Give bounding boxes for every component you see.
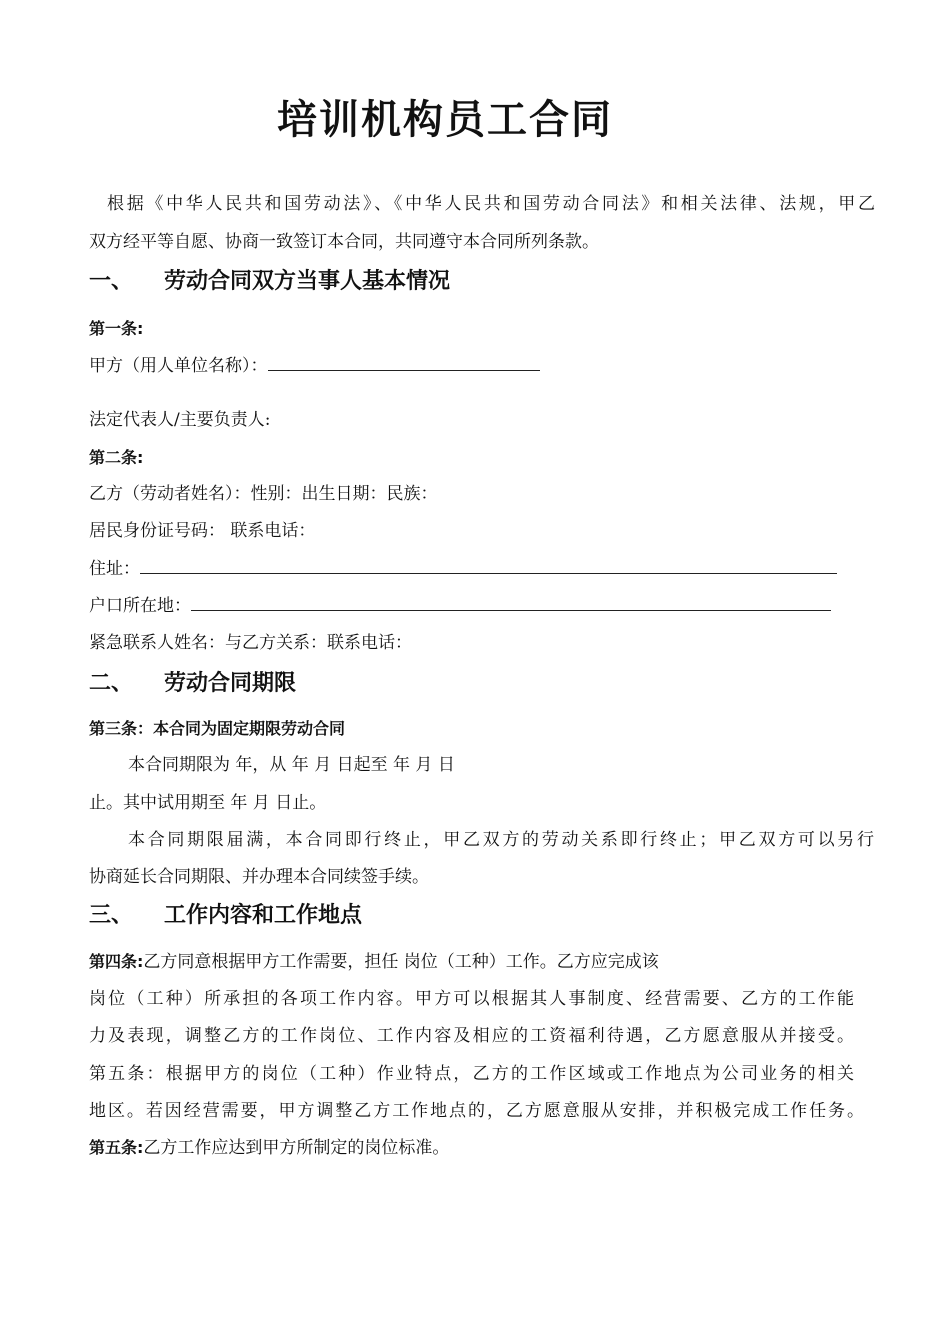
id-phone-line: 居民身份证号码： 联系电话： [89,521,316,541]
address-blank [140,557,837,574]
emergency-contact-line: 紧急联系人姓名：与乙方关系：联系电话： [89,633,412,653]
section-2-title: 劳动合同期限 [164,671,297,696]
section-3-number: 三、 [89,903,134,928]
article-4-line-2: 岗位（工种）所承担的各项工作内容。甲方可以根据其人事制度、经营需要、乙方的工作能 [89,989,854,1009]
section-1-number: 一、 [89,269,134,294]
address-label: 住址： [89,559,140,579]
article-4-text-1: 乙方同意根据甲方工作需要，担任 岗位（工种）工作。乙方应完成该 [143,952,659,972]
party-b-line: 乙方（劳动者姓名）：性别：出生日期：民族： [89,484,438,504]
hukou-blank [191,594,831,611]
section-3-heading [89,902,362,930]
legal-representative-line: 法定代表人/主要负责人: [89,410,271,430]
article-5-line-1: 第五条：根据甲方的岗位（工种）作业特点，乙方的工作区域或工作地点为公司业务的相关 [89,1064,854,1084]
article-5b-line [89,1137,449,1159]
party-a-label: 甲方（用人单位名称）： [89,356,268,376]
article-1-label: 第一条: [89,319,144,338]
article-4-line-3: 力及表现，调整乙方的工作岗位、工作内容及相应的工资福利待遇，乙方愿意服从并接受。 [89,1026,854,1046]
section-3-title: 工作内容和工作地点 [164,903,363,928]
term-line-2: 止。其中试用期至 年 月 日止。 [89,793,327,813]
article-5-line-2: 地区。若因经营需要，甲方调整乙方工作地点的，乙方愿意服从安排，并积极完成工作任务。 [89,1101,864,1121]
expiry-line-1: 本合同期限届满，本合同即行终止，甲乙双方的劳动关系即行终止；甲乙双方可以另行 [128,830,874,850]
preamble-line-1: 根据《中华人民共和国劳动法》、《中华人民共和国劳动合同法》和相关法律、法规，甲乙 [107,194,875,214]
article-5b-label: 第五条: [89,1138,144,1157]
article-3-heading: 第三条：本合同为固定期限劳动合同 [89,719,346,738]
party-a-line [89,354,540,377]
expiry-line-2: 协商延长合同期限、并办理本合同续签手续。 [89,867,429,887]
section-1-heading [89,268,450,296]
preamble-line-2: 双方经平等自愿、协商一致签订本合同，共同遵守本合同所列条款。 [89,232,599,252]
article-4-label: 第四条: [89,952,144,971]
article-4-line-1 [89,951,659,973]
section-2-heading [89,670,296,698]
party-a-blank [268,354,540,371]
term-line-1: 本合同期限为 年，从 年 月 日起至 年 月 日 [128,755,455,775]
hukou-label: 户口所在地： [89,596,191,616]
address-line [89,557,837,580]
section-1-title: 劳动合同双方当事人基本情况 [164,269,451,294]
document-title: 培训机构员工合同 [277,97,613,143]
section-2-number: 二、 [89,671,134,696]
article-2-label: 第二条: [89,448,144,467]
hukou-line [89,594,831,617]
article-5b-text: 乙方工作应达到甲方所制定的岗位标准。 [143,1138,450,1158]
